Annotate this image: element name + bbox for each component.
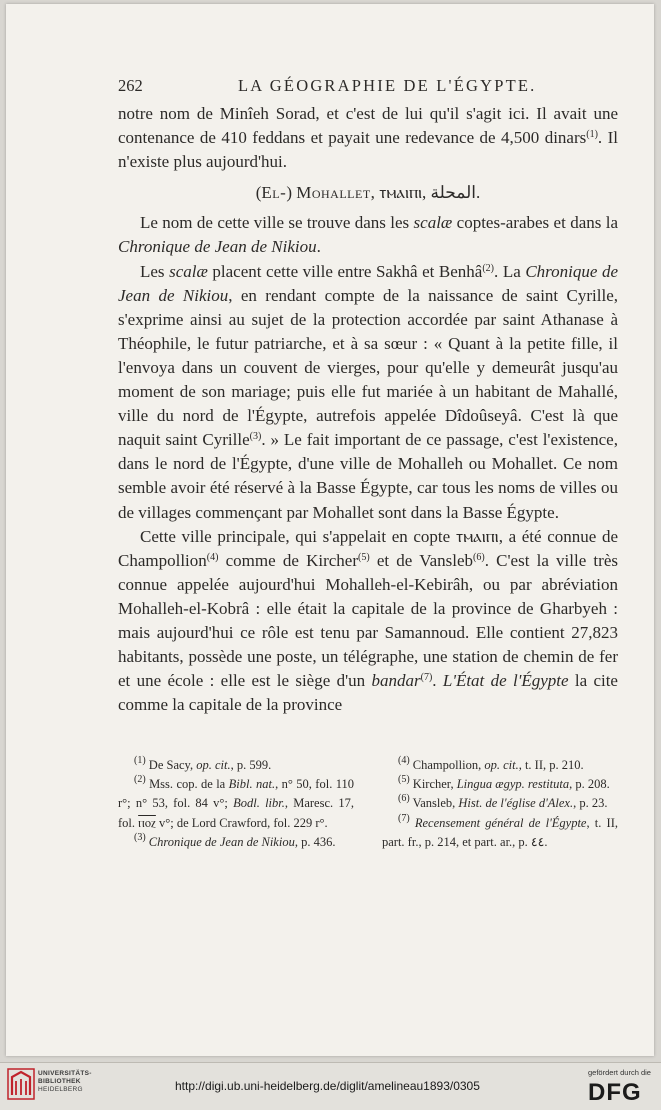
text-span: Le nom de cette ville se trouve dans les — [140, 213, 414, 233]
text-span: , p. 599. — [230, 758, 272, 772]
footnote-ref-6[interactable]: (6) — [473, 551, 485, 563]
footnote-ref-4[interactable]: (4) — [206, 551, 219, 563]
footnotes — [118, 756, 618, 852]
text-span: . Il n'existe plus aujourd'hui. — [118, 128, 618, 172]
paragraph-4 — [118, 525, 618, 718]
footnotes-left-column — [118, 756, 354, 852]
footnote-ref-7[interactable]: (7) — [420, 672, 433, 684]
text-span: Vansleb, — [409, 796, 459, 811]
italic-term: scalæ — [413, 213, 453, 233]
footnote-3 — [118, 833, 354, 852]
scanned-page — [6, 4, 654, 1056]
italic-text: Bodl. libr. — [233, 796, 285, 811]
footnote-7 — [382, 814, 618, 852]
footnote-1 — [118, 756, 354, 775]
italic-title: Chronique de Jean de Nikiou — [118, 237, 317, 257]
text-span: , t. II, p. 210. — [518, 758, 584, 772]
text-span: , p. 436. — [294, 834, 336, 849]
footnote-marker: (6) — [398, 793, 410, 805]
text-span: , t. II, part. fr., p. 214, et part. ar., p. ٤٤. — [382, 815, 618, 849]
paragraph-2 — [118, 211, 618, 259]
heading-coptic-arabic: , ⲧⲙⲁⲓⲡⲓ, المحلة. — [370, 183, 481, 203]
footnote-marker: (7) — [398, 812, 410, 824]
italic-term: scalæ — [169, 261, 208, 281]
text-span: v°; de Lord Crawford, fol. 229 r°. — [155, 815, 328, 830]
heading-article: El- — [261, 183, 287, 203]
running-title: LA GÉOGRAPHIE DE L'ÉGYPTE. — [238, 76, 537, 95]
text-span: notre nom de Minîeh Sorad, et c'est de lui qu'il s'agit ici. Il avait une contenance de 410 feddans et payait une redevance de 4,500 dinars — [118, 104, 618, 148]
italic-text: Recensement général de l'Égypte — [414, 815, 587, 830]
text-span: la cite comme la capitale de la province — [118, 671, 618, 715]
italic-text: Bibl. nat. — [228, 777, 276, 792]
text-span: placent cette ville entre Sakhâ et Benhâ — [207, 261, 483, 281]
library-name-line: UNIVERSITÄTS- — [38, 1070, 92, 1077]
footnote-marker: (4) — [398, 755, 410, 766]
text-span: . C'est la ville très connue appelée aujourd'hui Mohalleh-el-Kebirâh, ou par abréviation Mohalleh-el-Kobrâ : elle était la capitale de la province de Gharbyeh : mais aujourd'hui ce rôle est tenu par Samannoud. Elle contient 27,823 habitants, possède une poste, un télégraphe, une station de chemin de fer et une école : elle est le siège d'un — [118, 550, 618, 691]
text-span: Kircher, — [409, 777, 457, 792]
paragraph-3 — [118, 260, 618, 525]
text-span: ) — [286, 183, 297, 203]
library-name[interactable] — [38, 1070, 92, 1094]
heading-place-name: Mohallet — [296, 183, 371, 203]
entry-heading — [118, 181, 618, 205]
text-span: , en rendant compte de la naissance de saint Cyrille, s'exprime ainsi au sujet de la protection accordée par saint Athanase à Théophile, le futur patriarche, et à sa sœur : « Quant à la petite fille, il l'envoya dans un couvent de vierges, pour qu'elle y demeurât jusqu'au moment de son mariage; puis elle fut mariée à un habitant de Mahallé, ville du nord de l'Égypte, autrefois appelée Dîdoûseyâ. C'est là que naquit saint Cyrille — [118, 285, 618, 450]
italic-title: Chronique de Jean de Nikiou — [118, 261, 619, 305]
italic-text: op. cit. — [484, 758, 519, 772]
text-span: Mss. cop. de la — [145, 777, 229, 792]
dfg-logo-text: DFG — [588, 1079, 642, 1103]
text-span: . — [316, 237, 321, 257]
text-span: , p. 208. — [569, 777, 610, 792]
text-span: et de Vansleb — [369, 550, 474, 570]
library-name-line: BIBLIOTHEK — [38, 1078, 81, 1085]
footnote-marker: (5) — [398, 774, 410, 786]
text-span: . — [432, 671, 443, 691]
footnote-2 — [118, 775, 354, 833]
footnote-ref-1[interactable]: (1) — [586, 129, 598, 141]
text-span: Champollion, — [409, 758, 485, 772]
italic-title: L'État de l'Égypte — [442, 671, 569, 691]
italic-text: Hist. de l'église d'Alex. — [458, 796, 574, 811]
footnote-ref-3[interactable]: (3) — [249, 431, 262, 443]
page-number: 262 — [118, 76, 143, 95]
text-span: , p. 23. — [573, 796, 608, 811]
text-span: . » Le fait important de ce passage, c'est l'existence, dans le nord de l'Égypte, d'une ville de Mohalleh ou Mohallet. Ce nom semble avoir été réservé à la Basse Égypte, car tous les noms de villes ou de villages commençant par Mohallet sont dans la Basse Égypte. — [118, 430, 618, 522]
text-span: comme de Kircher — [218, 550, 358, 570]
footnotes-right-column — [382, 756, 618, 852]
library-name-line: HEIDELBERG — [38, 1086, 83, 1093]
paragraph-1 — [118, 102, 618, 174]
university-library-logo-icon[interactable] — [7, 1067, 35, 1101]
footnote-ref-2[interactable]: (2) — [482, 262, 495, 274]
footnote-marker: (3) — [134, 831, 146, 843]
footnote-5 — [382, 775, 618, 794]
text-span: , Maresc. 17, fol. — [118, 796, 354, 830]
text-span: Les — [140, 261, 170, 281]
coptic-numeral: ⲡⲟⲍ — [138, 815, 156, 830]
italic-text: Lingua ægyp. restituta — [456, 777, 570, 792]
italic-term: bandar — [371, 671, 421, 691]
text-span: ( — [255, 183, 262, 203]
text-span: . La — [494, 261, 526, 281]
footnote-4 — [382, 756, 618, 775]
italic-text: Chronique de Jean de Nikiou — [148, 834, 295, 849]
body-text — [118, 102, 618, 717]
italic-text: op. cit. — [196, 758, 231, 772]
text-span: , n° 50, fol. 110 r°; n° 53, fol. 84 v°; — [118, 777, 355, 811]
text-span: Cette ville principale, qui s'appelait en copte ⲧⲙⲁⲓⲡⲓ, a été connue de Champollion — [118, 526, 618, 570]
footnote-ref-5[interactable]: (5) — [357, 551, 370, 563]
footnote-marker: (2) — [134, 774, 146, 786]
permalink-url[interactable]: http://digi.ub.uni-heidelberg.de/diglit/amelineau1893/0305 — [175, 1079, 480, 1093]
text-span: De Sacy, — [145, 758, 197, 772]
footnote-6 — [382, 794, 618, 813]
footnote-marker: (1) — [134, 755, 146, 766]
text-span: coptes-arabes et dans la — [452, 213, 618, 233]
dfg-logo-icon[interactable] — [588, 1079, 652, 1103]
sponsor-label: gefördert durch die — [588, 1068, 651, 1077]
